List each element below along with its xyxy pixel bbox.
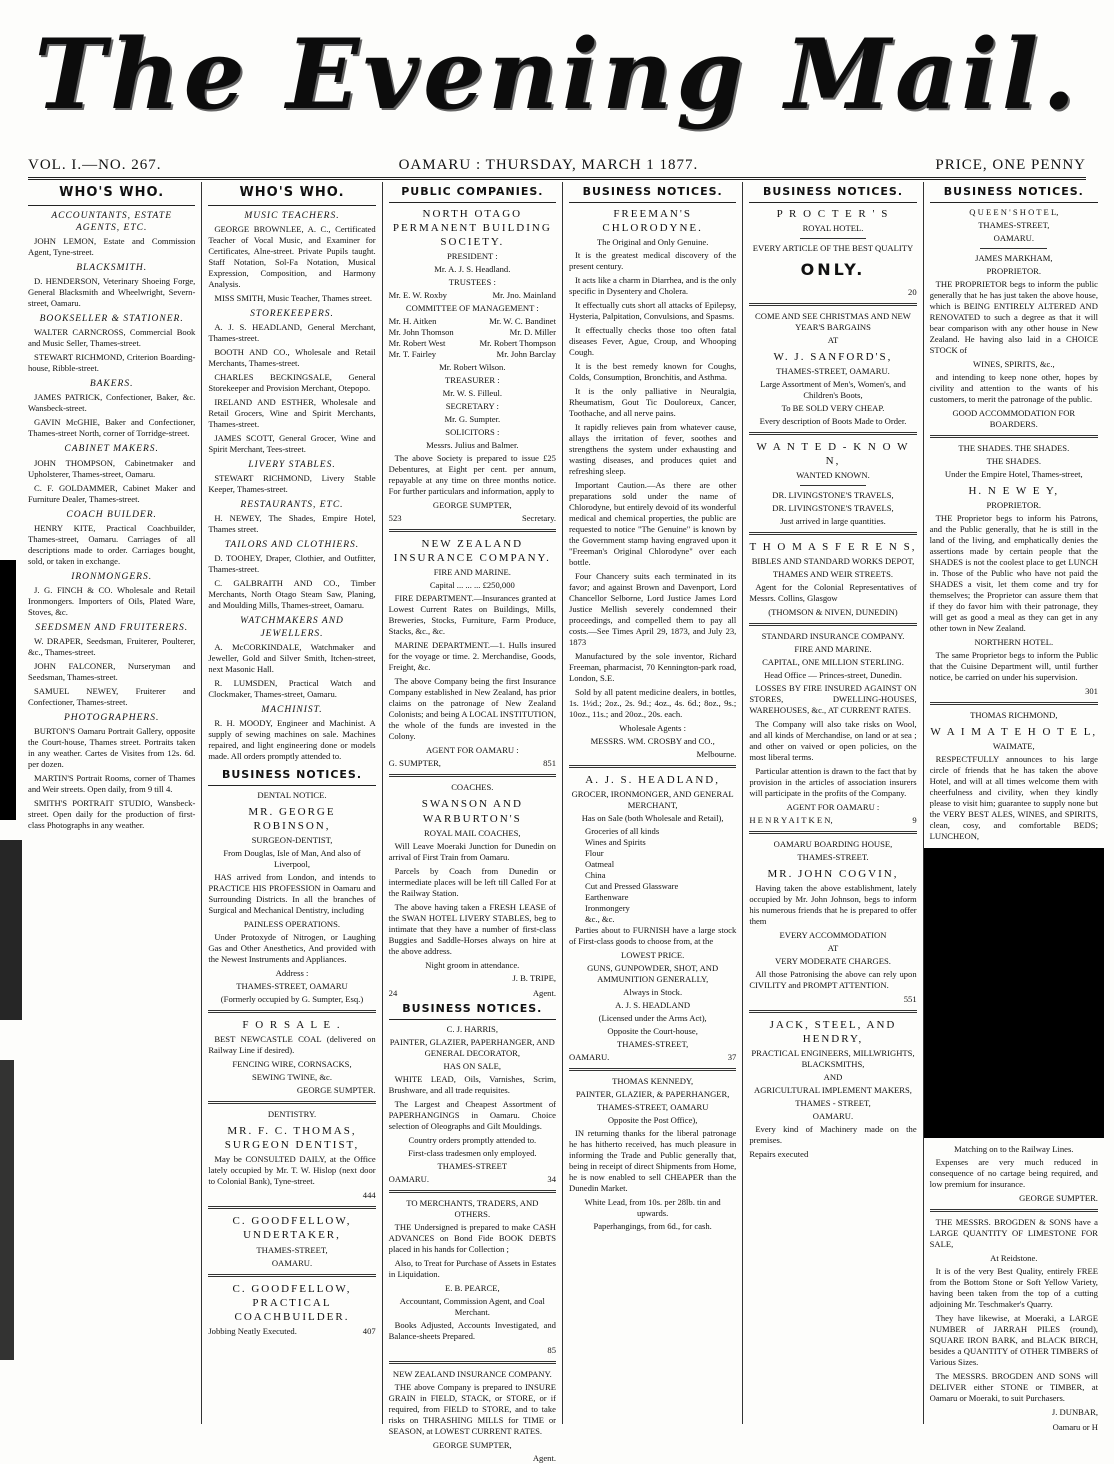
ad-body: Books Adjusted, Accounts Investigated, and Balance-sheets Prepared.: [388, 1319, 556, 1341]
ad-body: Every kind of Machinery made on the premises.: [749, 1124, 917, 1146]
ad-line: Matching on to the Railway Lines.: [954, 1144, 1074, 1155]
ad-body: Parcels by Coach from Dunedin or intermediate places will be left till Called For at the Railway Station.: [388, 865, 556, 898]
ad-line: TRUSTEES :: [448, 277, 496, 288]
ad-line: FENCING WIRE, CORNSACKS,: [232, 1059, 352, 1070]
ad-line: Mr. T. Fairley: [388, 349, 437, 360]
ad-title: THE SHADES. THE SHADES.: [958, 443, 1070, 454]
listing: JOHN LEMON, Estate and Commission Agent, Tyne-street.: [28, 235, 196, 257]
ad-line: EVERY ACCOMMODATION: [779, 930, 887, 941]
listing: STEWART RICHMOND, Criterion Boarding-house, Ribble-street.: [28, 352, 196, 374]
ad-body: It acts like a charm in Diarrhea, and is the only specific in Dysentery and Cholera.: [568, 275, 737, 297]
newspaper-title: The Evening Mail.: [34, 18, 1080, 131]
ad-line: OAMARU.: [993, 233, 1034, 244]
ad-body: Particular attention is drawn to the fact that by provision in the articles of association insurers will participate in the profits of the Company.: [749, 765, 917, 798]
ad-number: 85: [547, 1344, 556, 1355]
ad-line: Mr. John Thomson: [388, 327, 454, 338]
ad-line: Large Assortment of Men's, Women's, and Children's Boots,: [760, 378, 906, 400]
section-heading: TAILORS AND CLOTHIERS.: [224, 540, 360, 551]
ad-line: Under the Empire Hotel, Thames-street,: [944, 469, 1083, 480]
ad-signature: GEORGE SUMPTER,: [432, 1439, 512, 1450]
ad-line: THAMES - STREET,: [795, 1098, 871, 1109]
ad-line: To BE SOLD VERY CHEAP.: [781, 402, 885, 413]
ad-body: They have likewise, at Moeraki, a LARGE NUMBER of JARRAH PILES (round), SQUARE IRON BARK, and BLACK BIRCH, besides a QUANTITY of OTHER TIMBERS of Various Sizes.: [929, 1313, 1098, 1368]
column-heading: BUSINESS NOTICES.: [749, 182, 916, 203]
ad-line: EVERY ARTICLE OF THE BEST QUALITY: [752, 243, 914, 254]
ad-line: First-class tradesmen only employed.: [408, 1147, 537, 1158]
ad-line: Mr. Robert Thompson: [479, 338, 556, 349]
ad-body: Having taken the above establishment, lately occupied by Mr. John Johnson, begs to inform his numerous friends that he is prepared to offer them: [749, 883, 917, 927]
column-heading: WHO'S WHO.: [208, 182, 375, 206]
section-heading: BOOKSELLER & STATIONER.: [39, 314, 184, 325]
ad-title: STANDARD INSURANCE COMPANY.: [761, 630, 905, 641]
ad-line: Agent.: [532, 1452, 556, 1463]
ad-line: WAIMATE,: [992, 741, 1035, 752]
ad-line: Mr. A. J. S. Headland.: [434, 264, 511, 275]
ad-line: PAINLESS OPERATIONS.: [243, 919, 341, 930]
ad-line: Mr. D. Miller: [509, 327, 556, 338]
ad-title: P R O C T E R ' S: [776, 208, 890, 221]
ad-body: It rapidly relieves pain from whatever cause, allays the irritation of fever, soothes and strengthens the system under exhausting and wasting diseases, and produces quiet and refreshing sleep.: [568, 422, 737, 477]
goods-list: [569, 826, 736, 925]
ad-line: GROCER, IRONMONGER, AND GENERAL MERCHANT,: [571, 789, 734, 811]
column-heading: WHO'S WHO.: [28, 182, 195, 206]
ad-body: It is the best remedy known for Coughs, Colds, Consumption, Bronchitis, and Asthma.: [568, 361, 737, 383]
ad-name: C. GOODFELLOW, UNDERTAKER,: [232, 1215, 352, 1242]
listing: SAMUEL NEWEY, Fruiterer and Confectioner, Thames-street.: [28, 686, 196, 708]
ad-line: OAMARU.: [271, 1257, 313, 1268]
ad-signature: GEORGE SUMPTER,: [432, 500, 512, 511]
ad-line: SOLICITORS :: [445, 427, 500, 438]
ad-line: THAMES-STREET,: [617, 1039, 689, 1050]
listing: MARTIN'S Portrait Rooms, corner of Thames and Weir streets. Open daily, from 9 till 4.: [28, 773, 196, 795]
listing: JAMES SCOTT, General Grocer, Wine and Spirit Merchant, Tees-street.: [208, 432, 376, 454]
ad-body: THE Undersigned is prepared to make CASH ADVANCES on Bond Fide BOOK DEBTS placed in his hands for Collection ;: [388, 1221, 556, 1254]
section-heading: MUSIC TEACHERS.: [244, 210, 340, 221]
ad-line: Secretary.: [521, 513, 556, 524]
ad-line: TREASURER :: [444, 375, 500, 386]
ad-body: THE MESSRS. BROGDEN & SONS have a LARGE QUANTITY OF LIMESTONE FOR SALE,: [929, 1217, 1098, 1250]
ad-body: All those Patronising the above can rely upon CIVILITY and PROMPT ATTENTION.: [749, 969, 917, 991]
ad-body: Expenses are very much reduced in consequence of no cartage being required, and low premium for insurance.: [929, 1157, 1098, 1190]
ad-line: Accountant, Commission Agent, and Coal Merchant.: [399, 1295, 545, 1317]
ad-name: MR. F. C. THOMAS, SURGEON DENTIST,: [224, 1125, 360, 1152]
ad-body: FIRE DEPARTMENT.—Insurances granted at Lowest Current Rates on Buildings, Mills, Breweries, Stocks, Furniture, Farm Produce, Stacks, &c., &c.: [388, 593, 556, 637]
ad-body: HAS arrived from London, and intends to PRACTICE HIS PROFESSION in Oamaru and Surrounding Districts. In all the branches of Surgical and Mechanical Dentistry, including: [208, 872, 376, 916]
ad-line: OAMARU.: [568, 1052, 610, 1063]
issue-date: OAMARU : THURSDAY, MARCH 1 1877.: [398, 156, 699, 173]
ad-line: WANTED KNOWN.: [796, 469, 870, 480]
listing: W. DRAPER, Seedsman, Fruiterer, Poulterer, &c., Thames-street.: [28, 636, 196, 658]
ad-line: ROYAL MAIL COACHES,: [424, 827, 521, 838]
ad-body: Four Chancery suits each terminated in its favor; and against Brown and Davenport, Lord Chancellor Selborne, Lord Justice James Lord Justice Mellish severely condemned their proceedings, and compelled them to pay all costs.—See Times April 29, 1873, and July 23, 1873: [568, 571, 737, 648]
ad-line: PAINTER, GLAZIER, & PAPERHANGER,: [575, 1089, 730, 1100]
ad-line: PRACTICAL ENGINEERS, MILLWRIGHTS, BLACKSMITHS,: [751, 1048, 915, 1070]
ad-line: GUNS, GUNPOWDER, SHOT, AND AMMUNITION GENERALLY,: [587, 963, 719, 985]
listing: C. GALBRAITH AND CO., Timber Merchants, North Otago Steam Saw, Planing, and Moulding Mills, Thames-street, Oamaru.: [208, 578, 376, 611]
ad-line: AND: [823, 1072, 843, 1083]
ad-title: W A I M A T E H O T E L,: [930, 726, 1098, 739]
column-heading: BUSINESS NOTICES.: [389, 999, 556, 1020]
listing: C. F. GOLDAMMER, Cabinet Maker and Furniture Dealer, Thames-street.: [28, 482, 196, 504]
column-2: [202, 182, 382, 1424]
listing: CHARLES BECKINGSALE, General Storekeeper and Provision Merchant, Otepopo.: [208, 371, 376, 393]
column-heading: BUSINESS NOTICES.: [569, 182, 736, 203]
ad-body: It effectually cuts short all attacks of Epilepsy, Hysteria, Palpitation, Convulsions, and Spasms.: [568, 300, 737, 322]
ad-body: Parties about to FURNISH have a large stock of First-class goods to choose from, at the: [568, 925, 737, 947]
listing: A. J. S. HEADLAND, General Merchant, Thames-street.: [208, 321, 376, 343]
ad-line: COMMITTEE OF MANAGEMENT :: [405, 303, 539, 314]
ad-name: MR. JOHN COGVIN,: [767, 867, 899, 880]
ad-line: Mr. Jno. Mainland: [492, 290, 556, 301]
ad-body: The Company will also take risks on Wool, and all kinds of Merchandise, on land or at sea ; and other on vaived or open policies, on the most liberal terms.: [749, 718, 917, 762]
listing: BOOTH AND CO., Wholesale and Retail Merchants, Thames-street.: [208, 346, 376, 368]
ad-line: THAMES-STREET, OAMARU: [596, 1102, 709, 1113]
ad-name: T H O M A S F E R E N S,: [749, 540, 917, 553]
price: PRICE, ONE PENNY: [935, 156, 1086, 173]
ad-body: The MESSRS. BROGDEN AND SONS will DELIVER either STONE or TIMBER, at Oamaru or Moeraki, to suit Purchasers.: [929, 1371, 1098, 1404]
ad-line: PRESIDENT :: [446, 251, 498, 262]
ad-line: BIBLES AND STANDARD WORKS DEPOT,: [751, 555, 915, 566]
ad-line: Mr. E. W. Roxby: [388, 290, 447, 301]
ad-line: PROPRIETOR.: [986, 500, 1042, 511]
column-4: [563, 182, 743, 1424]
ad-line: GOOD ACCOMMODATION FOR BOARDERS.: [952, 408, 1076, 430]
ad-number: 444: [362, 1190, 376, 1201]
ad-title: NEW ZEALAND INSURANCE COMPANY.: [392, 1368, 552, 1379]
section-heading: BAKERS.: [89, 379, 134, 390]
ad-body: The same Proprietor begs to inform the Public that the Cuisine Department will, until further notice, be carried on under his supervision.: [929, 650, 1098, 683]
ad-line: THAMES-STREET, OAMARU.: [776, 365, 890, 376]
goods-item: Flour: [584, 848, 604, 859]
ad-line: THAMES-STREET,: [978, 220, 1050, 231]
listing: R. LUMSDEN, Practical Watch and Clockmaker, Thames-street, Oamaru.: [208, 677, 376, 699]
goods-item: China: [584, 870, 606, 881]
ad-number: 301: [1085, 686, 1098, 697]
ad-title: F O R S A L E .: [242, 1019, 342, 1032]
goods-item: &c., &c.: [584, 914, 615, 925]
ad-line: Repairs executed: [749, 1149, 809, 1160]
ad-title: W A N T E D - K N O W N,: [756, 440, 910, 467]
ad-line: Country orders promptly attended to.: [408, 1134, 537, 1145]
ad-body: Important Caution.—As there are other preparations sold under the name of Chlorodyne, but entirely devoid of its wonderful medical and chemical properties, the public are requested to notice "The Genuine" is known by the Government stamp having engraved upon it "Freeman's Original Chlorodyne" over each bottle.: [568, 480, 737, 568]
ad-name: JACK, STEEL, AND HENDRY,: [769, 1019, 897, 1046]
ad-line: AGENT FOR OAMARU :: [786, 801, 880, 812]
ad-title: DENTISTRY.: [267, 1109, 317, 1120]
ad-body: RESPECTFULLY announces to his large circle of friends that he has taken the above Hotel, and will at all times welcome them with cheerfulness and civility, when they kindly please to visit him; guarantee to supply none but the VERY BEST ALES, WINES, and SPIRITS, clean, cosy, and comfortable BEDS; LUNCHEON,: [929, 754, 1098, 842]
ad-signature: J. B. TRIPE,: [512, 972, 556, 983]
ad-body: Under Protoxyde of Nitrogen, or Laughing Gas and Other Anesthetics, And provided with the Newest Instruments and Appliances.: [208, 932, 376, 965]
ad-body: It is the only palliative in Neuralgia, Rheumatism, Gout Tic Douloreux, Cancer, Toothache, and all nerve pains.: [568, 386, 737, 419]
ad-title: OAMARU BOARDING HOUSE,: [773, 838, 893, 849]
section-heading: PHOTOGRAPHERS.: [63, 713, 160, 724]
ad-body: May be CONSULTED DAILY, at the Office lately occupied by Mr. T. W. Hislop (next door to Colonial Bank), Tyne-street.: [208, 1154, 376, 1187]
ad-line: Mr. Robert West: [388, 338, 446, 349]
ad-title: FREEMAN'S CHLORODYNE.: [602, 208, 703, 235]
ad-line: Opposite the Post Office),: [607, 1115, 698, 1126]
ad-number: 851: [543, 758, 556, 769]
ad-line: Messrs. Julius and Balmer.: [426, 440, 519, 451]
ad-line: Always in Stock.: [623, 987, 683, 998]
section-heading: RESTAURANTS, ETC.: [240, 500, 344, 511]
ad-number: 24: [388, 987, 398, 998]
ad-body: It is the greatest medical discovery of the present century.: [568, 250, 737, 272]
listing: STEWART RICHMOND, Livery Stable Keeper, Thames-street.: [208, 473, 376, 495]
ad-body: It effectually checks those too often fatal diseases Fever, Ague, Croup, and Whooping Cough.: [568, 325, 737, 358]
ad-line: MESSRS. WM. CROSBY and CO.,: [590, 736, 715, 747]
listing: H. NEWEY, The Shades, Empire Hotel, Thames street.: [208, 513, 376, 535]
listing: R. H. MOODY, Engineer and Machinist. A supply of sewing machines on sale. Machines repaired, and light engineering done or models made. All orders promptly attended to.: [208, 717, 376, 761]
ad-line: Mr. W. S. Filleul.: [442, 388, 503, 399]
ad-body: It is of the very Best Quality, entirely FREE from the Bottom Stone or Soft Yellow Variety, having been taken from the top of a cutting adjoining Mr. Teschmaker's Quarry.: [929, 1266, 1098, 1310]
ad-line: PAINTER, GLAZIER, PAPERHANGER, AND GENERAL DECORATOR,: [389, 1036, 555, 1058]
ad-line: The Original and Only Genuine.: [596, 237, 709, 248]
ad-signature: GEORGE SUMPTER.: [1019, 1193, 1098, 1204]
ad-line: VERY MODERATE CHARGES.: [775, 956, 891, 967]
listing: J. G. FINCH & CO. Wholesale and Retail Ironmongers. Importers of Oils, Plated Ware, Stoves, &c.: [28, 584, 196, 617]
ad-title: SWANSON AND WARBURTON'S: [421, 798, 523, 825]
ad-line: LOWEST PRICE.: [620, 950, 685, 961]
ad-line: Mr. G. Sumpter.: [444, 414, 501, 425]
section-heading: MACHINIST.: [261, 704, 323, 715]
ad-body: IN returning thanks for the liberal patronage he has hitherto received, has much pleasure in informing the Trade and Public generally that, being in receipt of direct Shipments from Home, he is now enabled to sell CHEAPER than the Dunedin Market.: [568, 1128, 737, 1194]
listing: GEORGE BROWNLEE, A. C., Certificated Teacher of Vocal Music, and Examiner for Certificates, Alne-street. Private Pupils taught. Staff Notation, Sol-Fa Notation, Musical Expression, Composition, and Harmony Analysis.: [208, 223, 376, 289]
ad-line: Jobbing Neatly Executed.: [208, 1325, 297, 1336]
goods-item: Wines and Spirits: [584, 837, 646, 848]
ad-body: The Largest and Cheapest Assortment of PAPERHANGINGS in Oamaru. Choice selection of Oleographs and Gilt Mouldings.: [388, 1098, 556, 1131]
ad-line: SECRETARY :: [445, 401, 499, 412]
ad-name: MR. GEORGE ROBINSON,: [248, 805, 336, 833]
ad-line: DR. LIVINGSTONE'S TRAVELS,: [772, 489, 894, 500]
ad-number: 523: [388, 513, 402, 524]
section-heading: STOREKEEPERS.: [250, 308, 334, 319]
ad-number: 551: [903, 994, 917, 1005]
ad-number: 20: [908, 286, 917, 297]
ad-line: AGENT FOR OAMARU :: [425, 745, 519, 756]
section-heading: SEEDSMEN AND FRUITERERS.: [35, 622, 189, 633]
listing: GAVIN McGHIE, Baker and Confectioner, Thames-street North, corner of Torridge-street.: [28, 417, 196, 439]
ad-line: ROYAL HOTEL.: [802, 223, 864, 234]
listing: MISS SMITH, Music Teacher, Thames street.: [214, 292, 373, 303]
ad-signature: GEORGE SUMPTER.: [296, 1085, 376, 1096]
ad-body: and intending to keep none other, hopes by civility and attention to the wants of his customers, to merit the patronage of the public.: [929, 372, 1098, 405]
ad-line: FIRE AND MARINE.: [794, 643, 872, 654]
damaged-edge: [0, 1060, 14, 1360]
column-heading: BUSINESS NOTICES.: [930, 182, 1098, 203]
ad-body: Manufactured by the sole inventor, Richard Freeman, pharmacist, 70 Kennington-park road, London, S.E.: [568, 651, 737, 684]
ad-line: Opposite the Court-house,: [607, 1026, 698, 1037]
column-heading: PUBLIC COMPANIES.: [389, 182, 556, 203]
listing: D. TOOHEY, Draper, Clothier, and Outfitter, Thames-street.: [208, 553, 376, 575]
section-heading: BLACKSMITH.: [76, 262, 148, 273]
listing: SMITH'S PORTRAIT STUDIO, Wansbeck-street. Open daily for the production of first-class Photographs in any weather.: [28, 798, 196, 831]
ad-name: W. J. SANFORD'S,: [773, 350, 893, 363]
ad-name: A. J. S. HEADLAND,: [585, 774, 720, 787]
ad-body: Sold by all patent medicine dealers, in bottles, 1s. 1½d.; 2oz., 2s. 9d.; 4oz., 4s. 6d.; 8oz., 9s.; 10oz., 11s.; and 20oz., 20s. each.: [568, 687, 737, 720]
section-heading: COACH BUILDER.: [66, 509, 157, 520]
listing: JAMES PATRICK, Confectioner, Baker, &c. Wansbeck-street.: [28, 392, 196, 414]
section-heading: LIVERY STABLES.: [248, 459, 336, 470]
column-5: [743, 182, 923, 1424]
ad-line: THAMES-STREET,: [256, 1244, 328, 1255]
listing: IRELAND AND ESTHER, Wholesale and Retail Grocers, Wine and Spirit Merchants, Thames-street.: [208, 396, 376, 429]
ad-body: LOSSES BY FIRE INSURED AGAINST ON STORES, DWELLING-HOUSES, WAREHOUSES, &c., AT CURRENT RATES.: [749, 682, 917, 715]
ad-name: THOMAS KENNEDY,: [612, 1076, 694, 1087]
ad-line: HAS ON SALE,: [443, 1060, 502, 1071]
listing: BURTON'S Oamaru Portrait Gallery, opposite the Court-house, Thames street. Portraits taken in any weather. Cartes de Visites from 12s. 6d. per dozen.: [28, 726, 196, 770]
ad-title: TO MERCHANTS, TRADERS, AND OTHERS.: [406, 1197, 539, 1219]
listing: WALTER CARNCROSS, Commercial Book and Music Seller, Thames-street.: [28, 327, 196, 349]
ad-title: COME AND SEE CHRISTMAS AND NEW YEAR'S BARGAINS: [755, 310, 911, 332]
ad-title: NEW ZEALAND INSURANCE COMPANY.: [393, 538, 551, 565]
ad-line: From Douglas, Isle of Man, And also of Liverpool,: [223, 848, 361, 870]
section-heading: WATCHMAKERS AND JEWELLERS.: [240, 616, 344, 639]
ad-line: Mr. H. Aitken: [388, 316, 437, 327]
listing: A. McCORKINDALE, Watchmaker and Jeweller, Gold and Silver Smith, Itchen-street, next Masonic Hall.: [208, 641, 376, 674]
ad-emphasis: ONLY.: [800, 260, 866, 280]
ad-line: Has on Sale (both Wholesale and Retail),: [581, 813, 724, 824]
ad-line: AGRICULTURAL IMPLEMENT MAKERS,: [753, 1085, 912, 1096]
ad-signature: J. DUNBAR,: [1051, 1407, 1098, 1418]
ad-line: Address :: [275, 968, 309, 979]
ad-line: FIRE AND MARINE.: [433, 567, 511, 578]
goods-item: Oatmeal: [584, 859, 615, 870]
listing: JOHN FALCONER, Nurseryman and Seedsman, Thames-street.: [28, 661, 196, 683]
ad-name: H E N R Y A I T K E N,: [749, 814, 833, 825]
ad-line: Agent.: [532, 987, 556, 998]
ad-signature: G. SUMPTER,: [388, 758, 441, 769]
ad-line: Night groom in attendance.: [425, 959, 520, 970]
ad-line: PROPRIETOR.: [986, 266, 1042, 277]
ad-name: A. J. S. HEADLAND: [615, 1000, 691, 1011]
ad-line: Capital ... ... ... £250,000: [429, 580, 515, 591]
ad-line: THAMES-STREET: [437, 1160, 508, 1171]
ad-line: SURGEON-DENTIST,: [251, 835, 333, 846]
volume-number: VOL. I.—NO. 267.: [28, 156, 162, 173]
listing: HENRY KITE, Practical Coachbuilder, Thames-street, Oamaru. Carriages of all descriptions made to order. Carriages bought, sold, or taken in exchange.: [28, 522, 196, 566]
ad-name: JAMES MARKHAM,: [975, 253, 1053, 264]
column-1: [22, 182, 202, 1424]
ad-line: (Licensed under the Arms Act),: [598, 1013, 707, 1024]
ad-line: Just arrived in large quantities.: [780, 515, 886, 526]
ad-name: THOMAS RICHMOND,: [970, 710, 1058, 721]
damaged-ink-area: [924, 848, 1104, 1138]
ad-line: THAMES-STREET, OAMARU: [236, 981, 348, 992]
ad-number: 9: [912, 814, 917, 825]
ad-line: OAMARU.: [388, 1173, 430, 1184]
ad-line: Melbourne.: [696, 749, 737, 760]
damaged-edge: [0, 840, 22, 1020]
goods-item: Cut and Pressed Glassware: [584, 881, 679, 892]
ad-title: DENTAL NOTICE.: [257, 789, 327, 800]
ad-line: Oamaru or H: [1052, 1422, 1098, 1433]
listing: JOHN THOMPSON, Cabinetmaker and Upholsterer, Thames-street, Oamaru.: [28, 457, 196, 479]
ad-line: Paperhangings, from 6d., for cash.: [593, 1221, 712, 1232]
ad-number: 37: [727, 1052, 737, 1063]
ad-line: At Reidstone.: [990, 1253, 1038, 1264]
ad-line: Head Office — Princes-street, Dunedin.: [764, 669, 902, 680]
ad-line: Every description of Boots Made to Order.: [759, 415, 907, 426]
ad-line: Mr. John Barclay: [496, 349, 556, 360]
ad-number: 34: [547, 1173, 556, 1184]
ad-title: NORTH OTAGO PERMANENT BUILDING SOCIETY.: [392, 208, 552, 249]
ad-line: Mr. W. C. Bandinet: [489, 316, 556, 327]
ad-name: C. GOODFELLOW, PRACTICAL COACHBUILDER.: [232, 1282, 352, 1323]
section-heading: ACCOUNTANTS, ESTATE AGENTS, ETC.: [51, 210, 173, 233]
ad-body: The above having taken a FRESH LEASE of the SWAN HOTEL LIVERY STABLES, beg to intimate that they have a number of first-class Buggies and Saddle-Horses always on hire at the above address.: [388, 901, 556, 956]
ad-line: THAMES AND WEIR STREETS.: [772, 568, 894, 579]
ad-line: SEWING TWINE, &c.: [251, 1072, 332, 1083]
ad-number: 407: [362, 1325, 376, 1336]
column-6: [924, 182, 1104, 1433]
ad-body: BEST NEWCASTLE COAL (delivered on Railway Line if desired).: [208, 1034, 376, 1056]
ad-line: (THOMSON & NIVEN, DUNEDIN): [768, 606, 898, 617]
ad-line: CAPITAL, ONE MILLION STERLING.: [762, 656, 904, 667]
damaged-edge: [0, 560, 16, 820]
ad-line: WINES, SPIRITS, &c.,: [972, 359, 1055, 370]
ad-body: THE PROPRIETOR begs to inform the public generally that he has just taken the above house, which is BEING ENTIRELY ALTERED AND RENOVATED to such a degree as that it will bear comparison with any other house in New Zealand. He having also laid in a CHOICE STOCK of: [929, 279, 1098, 356]
column-3: [383, 182, 563, 1463]
ad-title: NORTHERN HOTEL.: [974, 637, 1054, 648]
ad-line: AT: [827, 943, 839, 954]
ad-body: MARINE DEPARTMENT.—1. Hulls insured for the voyage or time. 2. Merchandise, Goods, Freight, &c.: [388, 640, 556, 673]
ad-body: Agent for the Colonial Representatives of Messrs. Collins, Glasgow: [749, 581, 917, 603]
ad-line: THAMES-STREET.: [797, 851, 869, 862]
column-heading: BUSINESS NOTICES.: [208, 765, 375, 786]
ad-line: DR. LIVINGSTONE'S TRAVELS,: [772, 502, 894, 513]
ad-body: The above Company being the first Insurance Company established in New Zealand, has prior claims on the patronage of New Zealand Colonists; and being A LOCAL INSTITUTION, the whole of the funds are invested in the Colony.: [388, 676, 556, 742]
goods-item: Earthenware: [584, 892, 629, 903]
ad-line: (Formerly occupied by G. Sumpter, Esq.): [220, 994, 364, 1005]
ad-body: THE Proprietor begs to inform his Patrons, and the Public generally, that he is still in the land of the living, and emphatically denies the assertions made by certain people that the SHADES is not the coolest place to get LUNCH in. Those of the Public who have not paid the SHADES a visit, let them come and try for themselves; the Proprietor can assure them that if they do favor him with their patronage, they will get as good a meal as they can get in any other town in New Zealand.: [929, 513, 1098, 634]
listing: D. HENDERSON, Veterinary Shoeing Forge, General Blacksmith and Wheelwright, Severn-street, Oamaru.: [28, 276, 196, 309]
ad-name: E. B. PEARCE,: [444, 1282, 500, 1293]
goods-item: Groceries of all kinds: [584, 826, 660, 837]
ad-body: WHITE LEAD, Oils, Varnishes, Scrim, Brushware, and all trade requisites.: [388, 1073, 556, 1095]
masthead: [0, 0, 1114, 150]
ad-body: Will Leave Moeraki Junction for Dunedin on arrival of First Train from Oamaru.: [388, 840, 556, 862]
ad-line: Wholesale Agents :: [619, 723, 687, 734]
ad-body: The above Society is prepared to issue £25 Debentures, at Eight per cent. per annum, repayable at any time on three months notice. For further particulars and information, apply to: [388, 453, 556, 497]
section-heading: COACHES.: [451, 782, 494, 793]
ad-body: THE above Company is prepared to INSURE GRAIN in FIELD, STACK, or STORE, or if required, from FIELD to STORE, and to take risks on THRASHING MILLS for TIME or SEASON, at LOWEST CURRENT RATES.: [388, 1381, 556, 1436]
goods-item: Ironmongery: [584, 903, 630, 914]
ad-line: OAMARU.: [812, 1111, 854, 1122]
ad-title: THE SHADES.: [986, 456, 1042, 467]
dateline: [28, 153, 1086, 180]
columns: [22, 182, 1104, 1463]
section-heading: IRONMONGERS.: [71, 571, 153, 582]
ad-line: White Lead, from 10s. per 28lb. tin and upwards.: [584, 1197, 721, 1219]
ad-line: Mr. Robert Wilson.: [439, 362, 506, 373]
ad-line: AT: [827, 334, 839, 345]
ad-name: H. N E W E Y,: [968, 485, 1060, 498]
ad-body: Also, to Treat for Purchase of Assets in Estates in Liquidation.: [388, 1257, 556, 1279]
ad-name: C. J. HARRIS,: [446, 1023, 498, 1034]
section-heading: CABINET MAKERS.: [64, 444, 159, 455]
ad-title: Q U E E N ' S H O T E L,: [969, 207, 1059, 218]
